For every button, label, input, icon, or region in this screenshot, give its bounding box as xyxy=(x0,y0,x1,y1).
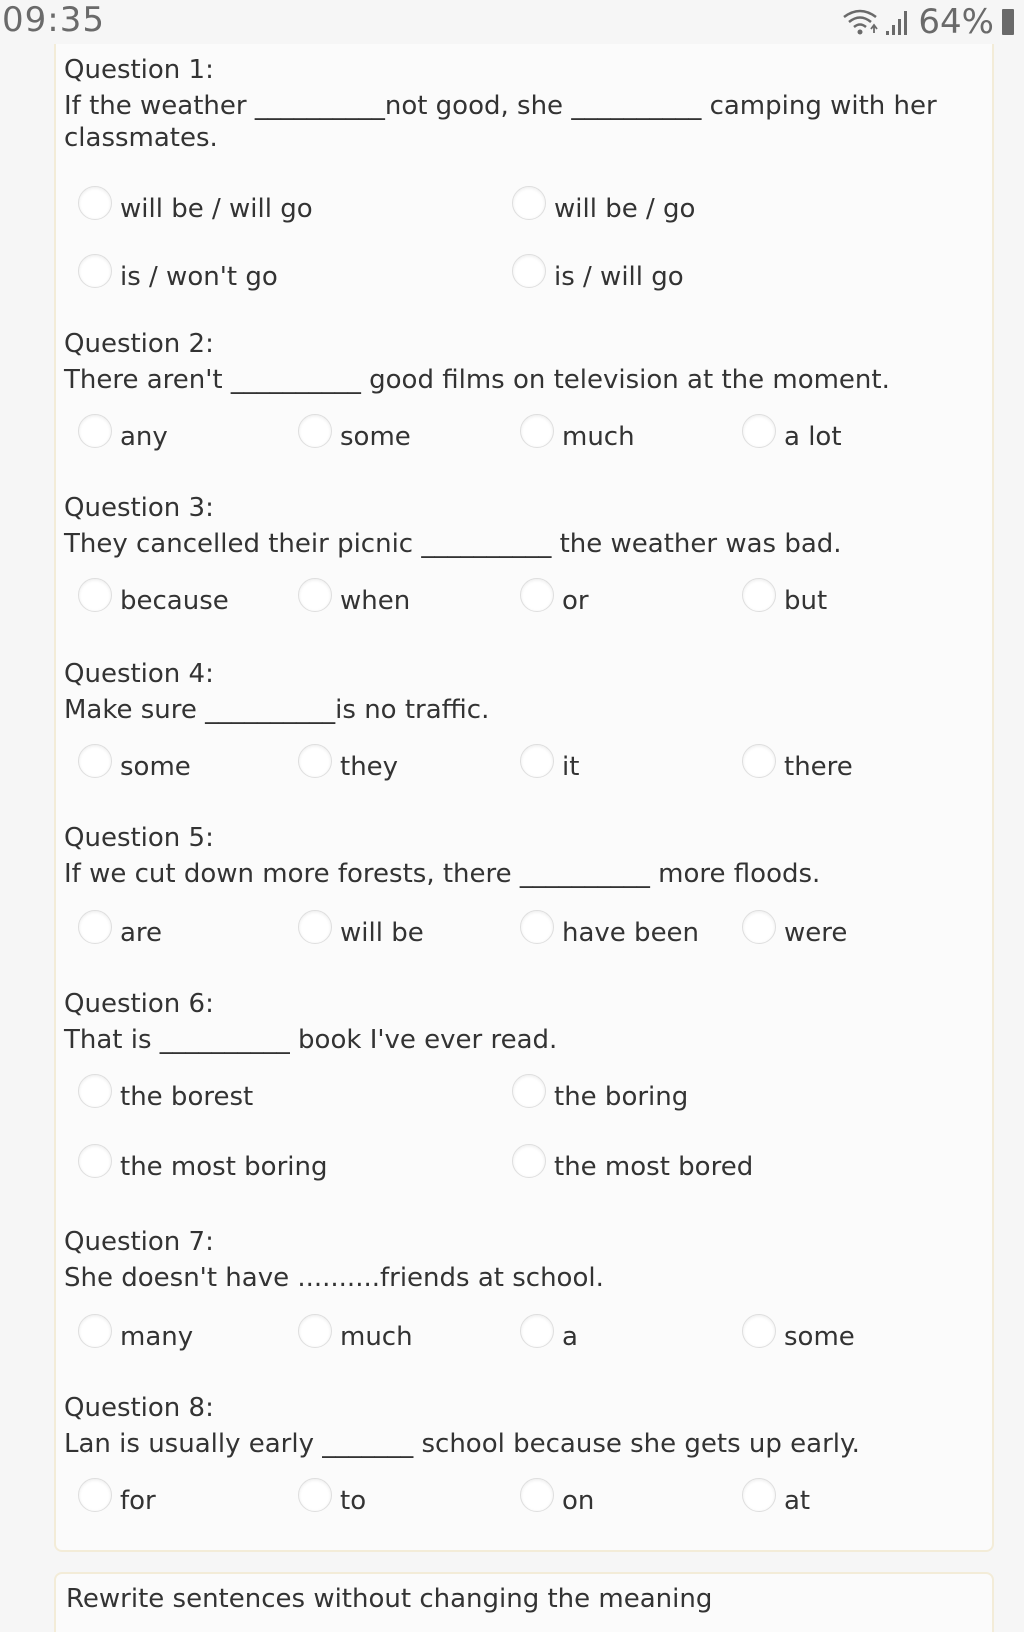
option-radio[interactable] xyxy=(298,906,424,948)
radio-button[interactable] xyxy=(742,744,776,778)
question-number: Question 1: xyxy=(64,55,214,85)
option-radio[interactable] xyxy=(520,906,699,948)
option-label: will be / go xyxy=(554,194,696,224)
option-radio[interactable] xyxy=(78,906,162,948)
option-label: is / won't go xyxy=(120,262,278,292)
option-label: to xyxy=(340,1486,367,1516)
option-radio[interactable] xyxy=(742,574,827,616)
question-number: Question 3: xyxy=(64,493,214,523)
question-text: If we cut down more forests, there __________ more floods. xyxy=(64,859,821,889)
option-label: the boring xyxy=(554,1082,689,1112)
radio-button[interactable] xyxy=(78,186,112,220)
option-radio[interactable] xyxy=(512,1070,688,1112)
question-text: They cancelled their picnic __________ the weather was bad. xyxy=(64,529,842,559)
option-label: the most bored xyxy=(554,1152,754,1182)
option-radio[interactable] xyxy=(520,1474,594,1516)
option-label: have been xyxy=(562,918,700,948)
radio-button[interactable] xyxy=(78,1478,112,1512)
radio-button[interactable] xyxy=(520,578,554,612)
radio-button[interactable] xyxy=(520,1314,554,1348)
option-label: will be xyxy=(340,918,424,948)
option-label: it xyxy=(562,752,580,782)
option-label: were xyxy=(784,918,848,948)
option-radio[interactable] xyxy=(298,1310,413,1352)
option-label: some xyxy=(784,1322,855,1352)
radio-button[interactable] xyxy=(78,254,112,288)
option-label: because xyxy=(120,586,229,616)
option-radio[interactable] xyxy=(742,410,842,452)
option-label: many xyxy=(120,1322,194,1352)
status-indicators xyxy=(840,2,1014,42)
radio-button[interactable] xyxy=(742,1478,776,1512)
option-radio[interactable] xyxy=(742,1474,810,1516)
question-number: Question 2: xyxy=(64,329,214,359)
radio-button[interactable] xyxy=(520,1478,554,1512)
radio-button[interactable] xyxy=(520,414,554,448)
question-number: Question 4: xyxy=(64,659,214,689)
radio-button[interactable] xyxy=(298,578,332,612)
option-label: the most boring xyxy=(120,1152,328,1182)
radio-button[interactable] xyxy=(78,578,112,612)
radio-button[interactable] xyxy=(512,1144,546,1178)
question-number: Question 5: xyxy=(64,823,214,853)
option-radio[interactable] xyxy=(78,1140,327,1182)
option-radio[interactable] xyxy=(78,1474,156,1516)
option-label: but xyxy=(784,586,828,616)
signal-icon xyxy=(884,7,914,37)
option-radio[interactable] xyxy=(78,182,313,224)
option-label: will be / will go xyxy=(120,194,313,224)
option-radio[interactable] xyxy=(78,250,278,292)
option-radio[interactable] xyxy=(512,1140,753,1182)
radio-button[interactable] xyxy=(298,910,332,944)
question-text: Lan is usually early _______ school because she gets up early. xyxy=(64,1429,860,1459)
rewrite-section-card xyxy=(54,1572,994,1632)
option-label: when xyxy=(340,586,411,616)
radio-button[interactable] xyxy=(512,1074,546,1108)
battery-icon xyxy=(1002,9,1014,35)
option-radio[interactable] xyxy=(78,410,168,452)
radio-button[interactable] xyxy=(298,1478,332,1512)
option-label: any xyxy=(120,422,168,452)
radio-button[interactable] xyxy=(742,578,776,612)
option-radio[interactable] xyxy=(742,906,847,948)
radio-button[interactable] xyxy=(78,910,112,944)
radio-button[interactable] xyxy=(78,1074,112,1108)
option-radio[interactable] xyxy=(78,574,229,616)
radio-button[interactable] xyxy=(78,744,112,778)
option-label: is / will go xyxy=(554,262,684,292)
question-number: Question 8: xyxy=(64,1393,214,1423)
status-time: 09:35 xyxy=(2,0,105,40)
question-text: She doesn't have ..........friends at school. xyxy=(64,1263,604,1293)
radio-button[interactable] xyxy=(298,744,332,778)
option-label: on xyxy=(562,1486,595,1516)
radio-button[interactable] xyxy=(742,910,776,944)
option-label: some xyxy=(340,422,411,452)
option-radio[interactable] xyxy=(742,740,853,782)
wifi-icon xyxy=(840,7,880,37)
radio-button[interactable] xyxy=(298,414,332,448)
battery-percent: 64% xyxy=(918,2,994,42)
option-radio[interactable] xyxy=(512,182,695,224)
radio-button[interactable] xyxy=(742,1314,776,1348)
radio-button[interactable] xyxy=(512,186,546,220)
option-radio[interactable] xyxy=(298,574,410,616)
option-radio[interactable] xyxy=(520,1310,578,1352)
radio-button[interactable] xyxy=(742,414,776,448)
option-radio[interactable] xyxy=(520,410,635,452)
radio-button[interactable] xyxy=(78,1144,112,1178)
question-text: If the weather __________not good, she __________ camping with her classmates. xyxy=(64,91,937,153)
option-radio[interactable] xyxy=(298,740,398,782)
radio-button[interactable] xyxy=(520,744,554,778)
radio-button[interactable] xyxy=(298,1314,332,1348)
option-label: a xyxy=(562,1322,578,1352)
option-radio[interactable] xyxy=(512,250,684,292)
option-label: the borest xyxy=(120,1082,254,1112)
option-radio[interactable] xyxy=(742,1310,855,1352)
option-label: at xyxy=(784,1486,811,1516)
radio-button[interactable] xyxy=(78,1314,112,1348)
option-radio[interactable] xyxy=(78,1310,193,1352)
question-text: Make sure __________is no traffic. xyxy=(64,695,490,725)
option-label: are xyxy=(120,918,163,948)
status-bar xyxy=(0,0,1024,40)
option-radio[interactable] xyxy=(78,740,191,782)
option-label: or xyxy=(562,586,589,616)
question-number: Question 7: xyxy=(64,1227,214,1257)
question-text: There aren't __________ good films on television at the moment. xyxy=(64,365,890,395)
option-radio[interactable] xyxy=(78,1070,253,1112)
radio-button[interactable] xyxy=(520,910,554,944)
option-radio[interactable] xyxy=(298,1474,366,1516)
question-number: Question 6: xyxy=(64,989,214,1019)
radio-button[interactable] xyxy=(78,414,112,448)
option-label: much xyxy=(340,1322,413,1352)
option-radio[interactable] xyxy=(520,740,579,782)
question-text: That is __________ book I've ever read. xyxy=(64,1025,558,1055)
option-label: a lot xyxy=(784,422,842,452)
option-radio[interactable] xyxy=(298,410,411,452)
section-title: Rewrite sentences without changing the meaning xyxy=(66,1584,713,1614)
option-label: they xyxy=(340,752,399,782)
option-label: for xyxy=(120,1486,156,1516)
option-label: much xyxy=(562,422,635,452)
option-radio[interactable] xyxy=(520,574,589,616)
option-label: some xyxy=(120,752,191,782)
radio-button[interactable] xyxy=(512,254,546,288)
option-label: there xyxy=(784,752,853,782)
